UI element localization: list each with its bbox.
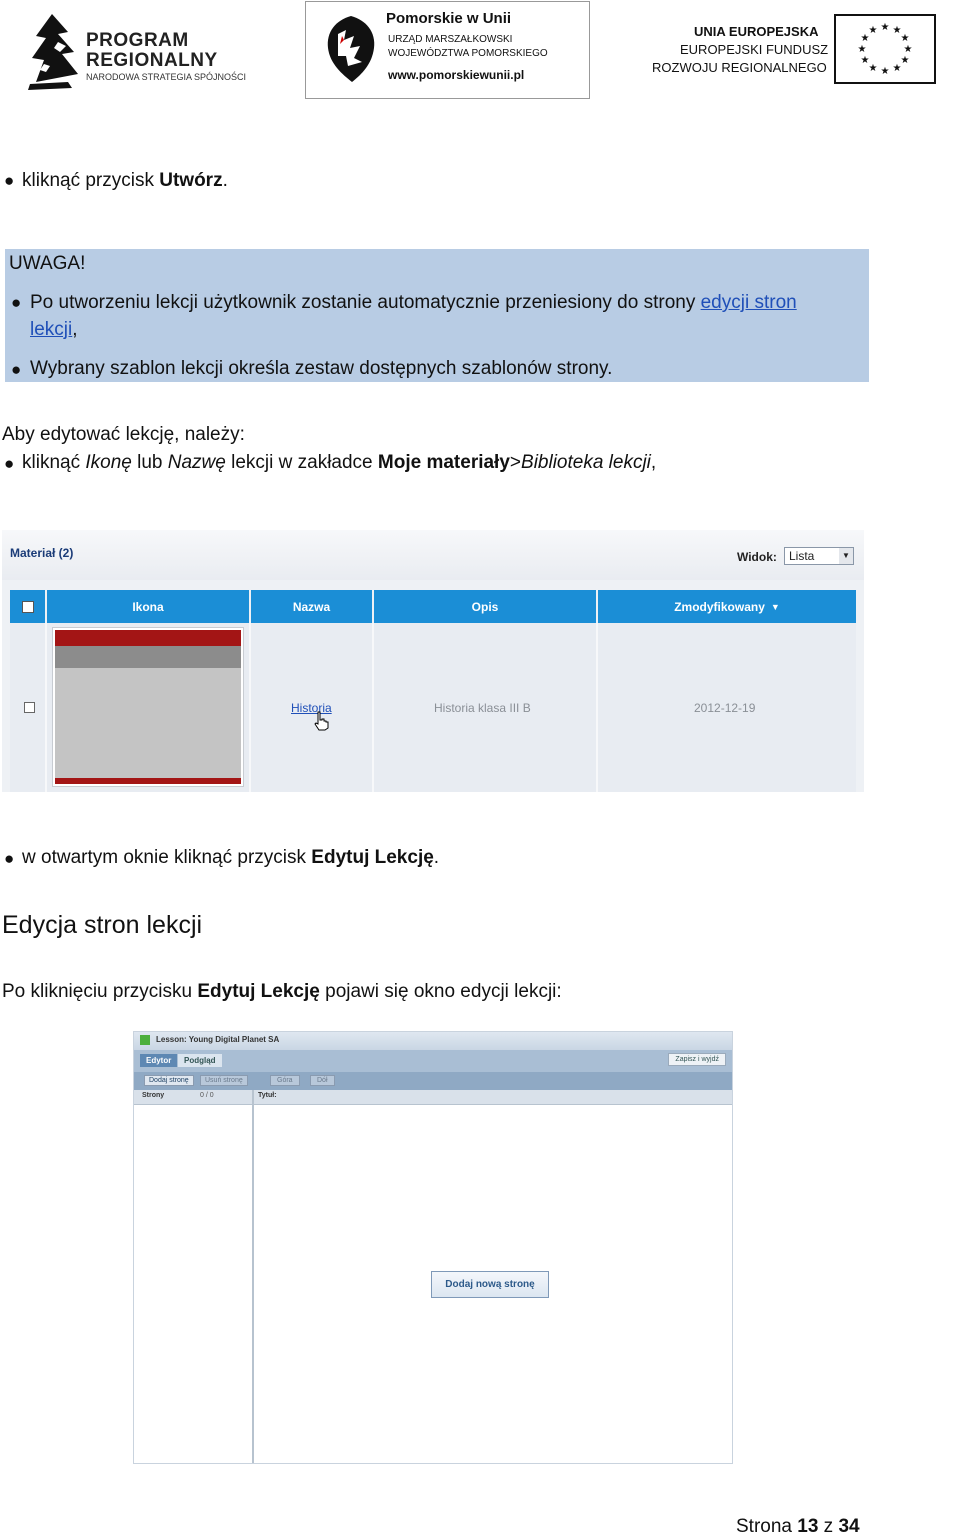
lesson-description: Historia klasa III B [434, 701, 531, 715]
move-up-button[interactable]: Góra [270, 1075, 300, 1086]
edit-intro-p1: kliknąć [22, 452, 86, 473]
thumbnail-titlebar [55, 630, 241, 646]
bullet-icon: ● [4, 849, 15, 868]
editor-titlebar [134, 1032, 732, 1050]
section-heading: Edycja stron lekcji [2, 911, 203, 939]
svg-text:★: ★ [892, 63, 902, 74]
svg-text:★: ★ [892, 25, 902, 36]
title-panel-header [254, 1090, 732, 1105]
add-new-page-button[interactable]: Dodaj nową stronę [431, 1271, 549, 1298]
pages-panel-header [134, 1090, 252, 1105]
eu-flag-icon [834, 14, 936, 84]
after-click-bold: Edytuj Lekcję [197, 981, 320, 1002]
griffin-coat-of-arms-icon [316, 12, 386, 90]
lesson-modified-date: 2012-12-19 [694, 701, 756, 715]
edit-intro-i3: Biblioteka lekcji [521, 452, 651, 473]
logo-program-line3: NARODOWA STRATEGIA SPÓJNOŚCI [86, 72, 247, 82]
logo-eu-line3: ROZWOJU REGIONALNEGO [652, 60, 827, 75]
eu-logo [650, 14, 940, 86]
svg-text:★: ★ [868, 25, 878, 36]
svg-text:★: ★ [857, 44, 867, 55]
move-down-button[interactable]: Dół [310, 1075, 335, 1086]
step-edit-prefix: w otwartym oknie kliknąć przycisk [22, 847, 312, 868]
column-header-description-label: Opis [471, 599, 499, 614]
materials-title: Materiał (2) [10, 546, 74, 560]
page-number-sep: z [818, 1516, 839, 1537]
edit-intro-heading: Aby edytować lekcję, należy: [2, 424, 245, 445]
pages-count: 0 / 0 [200, 1092, 214, 1099]
step-edit-suffix: . [433, 847, 440, 868]
edit-intro-p5: , [650, 452, 657, 473]
hand-cursor-icon [313, 711, 329, 731]
lesson-name-link[interactable]: Historia [291, 701, 332, 715]
svg-text:★: ★ [860, 55, 870, 66]
logo-eu-line1: UNIA EUROPEJSKA [694, 24, 819, 39]
dropdown-arrow-icon: ▼ [839, 548, 853, 564]
after-click-suffix: pojawi się okno edycji lekcji: [319, 981, 562, 1002]
step-create-prefix: kliknąć przycisk [22, 170, 160, 191]
sort-desc-icon: ▼ [770, 601, 780, 612]
column-header-modified[interactable] [598, 590, 856, 623]
after-click-text [2, 981, 562, 1003]
add-page-toolbar-button[interactable]: Dodaj stronę [144, 1075, 194, 1086]
svg-text:★: ★ [868, 63, 878, 74]
step-edit-bold: Edytuj Lekcję [311, 847, 434, 868]
page-number [736, 1516, 860, 1538]
warning-item-1-cont [30, 319, 78, 341]
step-edit-text [22, 847, 439, 869]
step-create-bold: Utwórz [159, 170, 223, 191]
app-icon [140, 1035, 150, 1045]
view-select[interactable] [784, 547, 854, 565]
column-header-icon[interactable] [47, 590, 249, 623]
tab-editor[interactable]: Edytor [140, 1054, 177, 1067]
save-exit-button[interactable]: Zapisz i wyjdź [668, 1053, 726, 1066]
row-checkbox[interactable] [24, 702, 35, 713]
pomorskie-logo [305, 1, 590, 99]
svg-text:★: ★ [860, 33, 870, 44]
warning-item-1-text: Po utworzeniu lekcji użytkownik zostanie automatycznie przeniesiony do strony [30, 292, 701, 313]
bullet-icon: ● [4, 454, 15, 473]
logo-pomorskie-line3: WOJEWÓDZTWA POMORSKIEGO [388, 48, 548, 59]
program-regionalny-emblem-icon [22, 12, 96, 90]
program-regionalny-logo [22, 12, 252, 90]
thumbnail-body [55, 668, 241, 780]
svg-text:★: ★ [880, 22, 890, 33]
step-create-text [22, 170, 228, 192]
edit-pages-link-cont[interactable]: lekcji [30, 319, 73, 340]
svg-text:★: ★ [880, 66, 890, 77]
svg-text:★: ★ [900, 55, 910, 66]
delete-page-button[interactable]: Usuń stronę [200, 1075, 248, 1086]
logo-program-line2: REGIONALNY [86, 50, 218, 71]
view-label: Widok: [737, 550, 777, 564]
cell-separator [249, 623, 251, 792]
page-number-current: 13 [797, 1516, 819, 1537]
svg-text:★: ★ [903, 44, 913, 55]
lesson-thumbnail[interactable] [52, 627, 244, 787]
cell-separator [45, 623, 47, 792]
logo-pomorskie-line2: URZĄD MARSZAŁKOWSKI [388, 34, 513, 45]
select-all-header [10, 590, 45, 623]
thumbnail-dialog [55, 646, 241, 668]
column-header-icon-label: Ikona [132, 599, 164, 614]
logo-program-line1: PROGRAM [86, 30, 189, 51]
edit-intro-b1: Moje materiały [377, 452, 510, 473]
warning-item-1 [30, 292, 797, 314]
editor-tabbar [134, 1050, 732, 1072]
after-click-prefix: Po kliknięciu przycisku [2, 981, 198, 1002]
bullet-icon: ● [11, 360, 22, 379]
warning-title: UWAGA! [9, 253, 86, 274]
select-all-checkbox[interactable] [22, 601, 34, 613]
edit-pages-link[interactable]: edycji stron [700, 292, 797, 313]
bullet-icon: ● [4, 171, 15, 190]
editor-window-title: Lesson: Young Digital Planet SA [156, 1035, 280, 1044]
edit-intro-i2: Nazwę [167, 452, 226, 473]
thumbnail-footer [55, 778, 241, 784]
editor-screenshot [133, 1031, 733, 1464]
column-header-modified-label: Zmodyfikowany [674, 599, 765, 614]
cell-separator [372, 623, 374, 792]
page-number-prefix: Strona [736, 1516, 798, 1537]
bullet-icon: ● [11, 293, 22, 312]
tab-preview[interactable]: Podgląd [178, 1054, 222, 1067]
warning-item-2: Wybrany szablon lekcji określa zestaw dostępnych szablonów strony. [30, 358, 613, 379]
panel-divider [252, 1090, 254, 1463]
column-header-description[interactable] [374, 590, 596, 623]
edit-intro-p3: lekcji w zakładce [225, 452, 378, 473]
warning-item-1-suffix: , [72, 319, 78, 340]
view-select-value: Lista [789, 549, 815, 563]
logo-eu-line2: EUROPEJSKI FUNDUSZ [680, 42, 829, 57]
editor-toolbar [134, 1072, 732, 1090]
edit-intro-i1: Ikonę [85, 452, 132, 473]
logo-pomorskie-line1: Pomorskie w Unii [386, 10, 512, 27]
logo-pomorskie-url: www.pomorskiewunii.pl [388, 68, 525, 82]
svg-text:★: ★ [900, 33, 910, 44]
materials-screenshot [2, 530, 864, 792]
column-header-name[interactable] [251, 590, 372, 623]
edit-intro-p4: > [509, 452, 522, 473]
pages-label: Strony [142, 1092, 165, 1099]
page-number-total: 34 [838, 1516, 860, 1537]
materials-topbar [2, 530, 864, 580]
column-header-name-label: Nazwa [292, 599, 331, 614]
edit-intro-p2: lub [131, 452, 168, 473]
edit-intro-step [22, 452, 656, 474]
title-label: Tytuł: [258, 1092, 277, 1099]
step-create-suffix: . [222, 170, 228, 191]
cell-separator [596, 623, 598, 792]
